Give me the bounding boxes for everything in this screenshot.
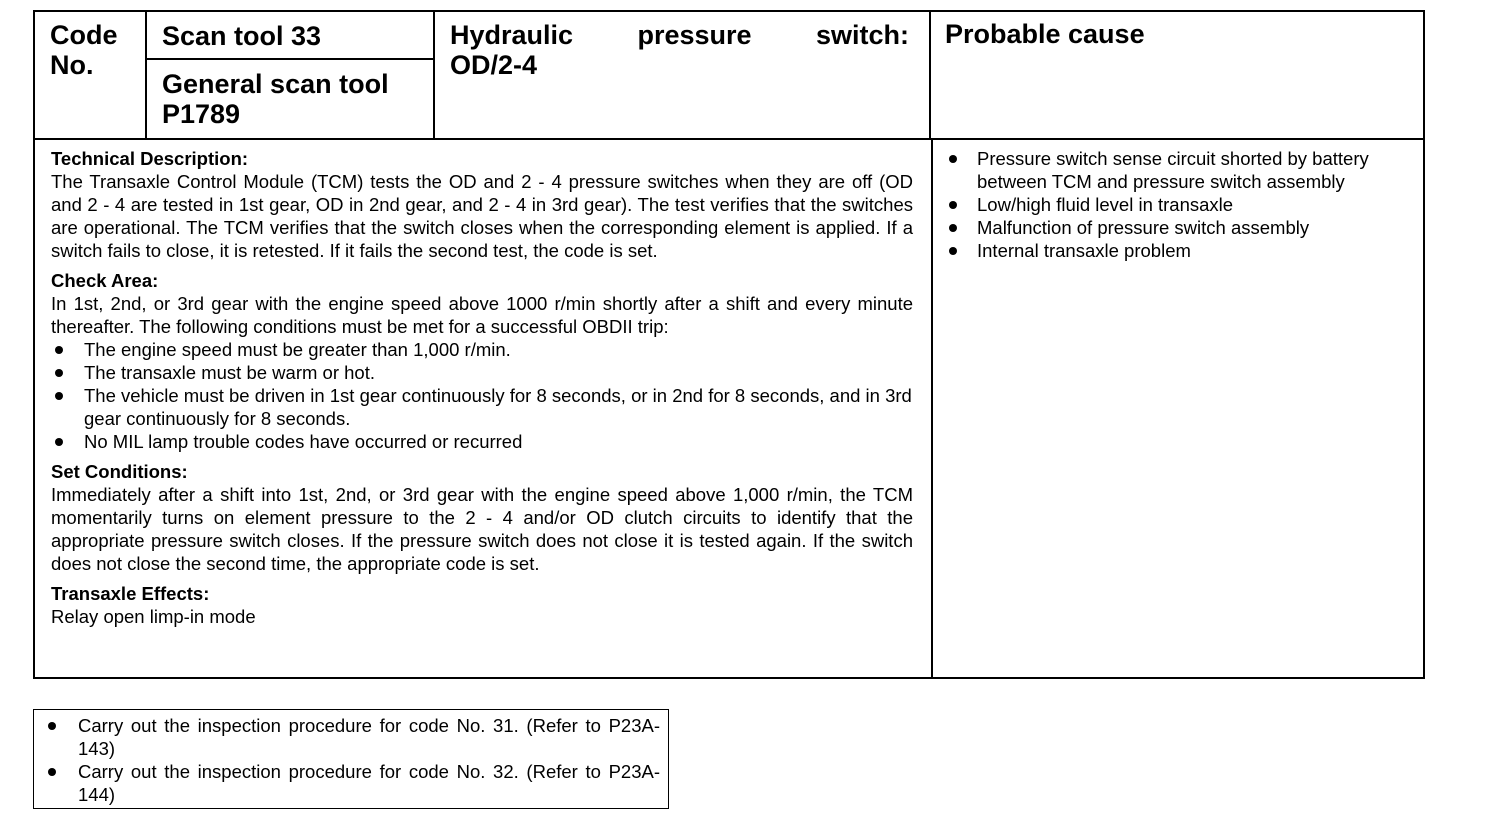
section-text: In 1st, 2nd, or 3rd gear with the engine speed above 1000 r/min shortly after a shift and every minute thereafter. The following conditions must be met for a successful OBDII trip: bbox=[51, 293, 913, 337]
general-scan-tool-label: General scan tool bbox=[162, 69, 389, 99]
code-no-line2: No. bbox=[50, 50, 94, 80]
scan-tool-code-cell bbox=[147, 12, 435, 60]
code-title-word2: pressure bbox=[637, 20, 752, 50]
probable-cause-list bbox=[947, 147, 1409, 262]
list-item: Pressure switch sense circuit shorted by battery between TCM and pressure switch assembly bbox=[947, 147, 1409, 193]
list-item: The vehicle must be driven in 1st gear continuously for 8 seconds, or in 2nd for 8 seconds, and in 3rd gear continuously for 8 seconds. bbox=[51, 384, 913, 430]
code-no-header bbox=[35, 12, 147, 138]
probable-cause-column bbox=[947, 147, 1409, 262]
list-item: Carry out the inspection procedure for code No. 31. (Refer to P23A-143) bbox=[44, 714, 660, 760]
section-text: The Transaxle Control Module (TCM) tests the OD and 2 - 4 pressure switches when they are off (OD and 2 - 4 are tested in 1st gear, OD in 2nd gear, and 2 - 4 in 3rd gear). The test verifies that the switches are operational. The TCM verifies that the switch closes when the corresponding element is applied. If a switch fails to close, it is retested. If it fails the second test, the code is set. bbox=[51, 171, 913, 261]
list-item: Low/high fluid level in transaxle bbox=[947, 193, 1409, 216]
technical-description-section bbox=[51, 147, 913, 262]
section-title: Transaxle Effects: bbox=[51, 583, 210, 604]
list-item: The transaxle must be warm or hot. bbox=[51, 361, 913, 384]
probable-cause-title: Probable cause bbox=[945, 19, 1145, 49]
section-title: Technical Description: bbox=[51, 148, 249, 169]
header-divider bbox=[35, 138, 1423, 140]
inspection-reference-list bbox=[44, 714, 660, 806]
description-column bbox=[51, 147, 913, 628]
code-title-word3: switch: bbox=[815, 20, 909, 50]
column-divider bbox=[931, 140, 933, 677]
code-title-line1 bbox=[450, 20, 909, 50]
code-no-line1: Code bbox=[50, 20, 118, 50]
list-item: The engine speed must be greater than 1,000 r/min. bbox=[51, 338, 913, 361]
probable-cause-header bbox=[931, 12, 1423, 138]
section-title: Check Area: bbox=[51, 270, 159, 291]
section-text: Immediately after a shift into 1st, 2nd, or 3rd gear with the engine speed above 1,000 r/min, the TCM momentarily turns on element pressure to the 2 - 4 and/or OD clutch circuits to identify that the appropriate pressure switch closes. If the pressure switch does not close it is tested again. If the switch does not close the second time, the appropriate code is set. bbox=[51, 484, 913, 574]
section-title: Set Conditions: bbox=[51, 461, 188, 482]
inspection-reference-box bbox=[33, 709, 669, 809]
code-title-cell bbox=[435, 12, 931, 138]
check-area-section bbox=[51, 269, 913, 453]
scan-tool-code: Scan tool 33 bbox=[162, 21, 322, 51]
code-title-word1: Hydraulic bbox=[450, 20, 574, 50]
code-title-line2: OD/2-4 bbox=[450, 50, 538, 80]
diagnostic-code-table bbox=[33, 10, 1425, 679]
general-scan-tool-cell bbox=[147, 60, 435, 138]
set-conditions-section bbox=[51, 460, 913, 575]
inspection-items bbox=[44, 714, 660, 806]
list-item: Internal transaxle problem bbox=[947, 239, 1409, 262]
section-text: Relay open limp-in mode bbox=[51, 606, 256, 627]
check-area-list bbox=[51, 338, 913, 453]
list-item: Malfunction of pressure switch assembly bbox=[947, 216, 1409, 239]
transaxle-effects-section bbox=[51, 582, 913, 628]
general-scan-tool-code: P1789 bbox=[162, 99, 241, 129]
list-item: No MIL lamp trouble codes have occurred or recurred bbox=[51, 430, 913, 453]
list-item: Carry out the inspection procedure for code No. 32. (Refer to P23A-144) bbox=[44, 760, 660, 806]
